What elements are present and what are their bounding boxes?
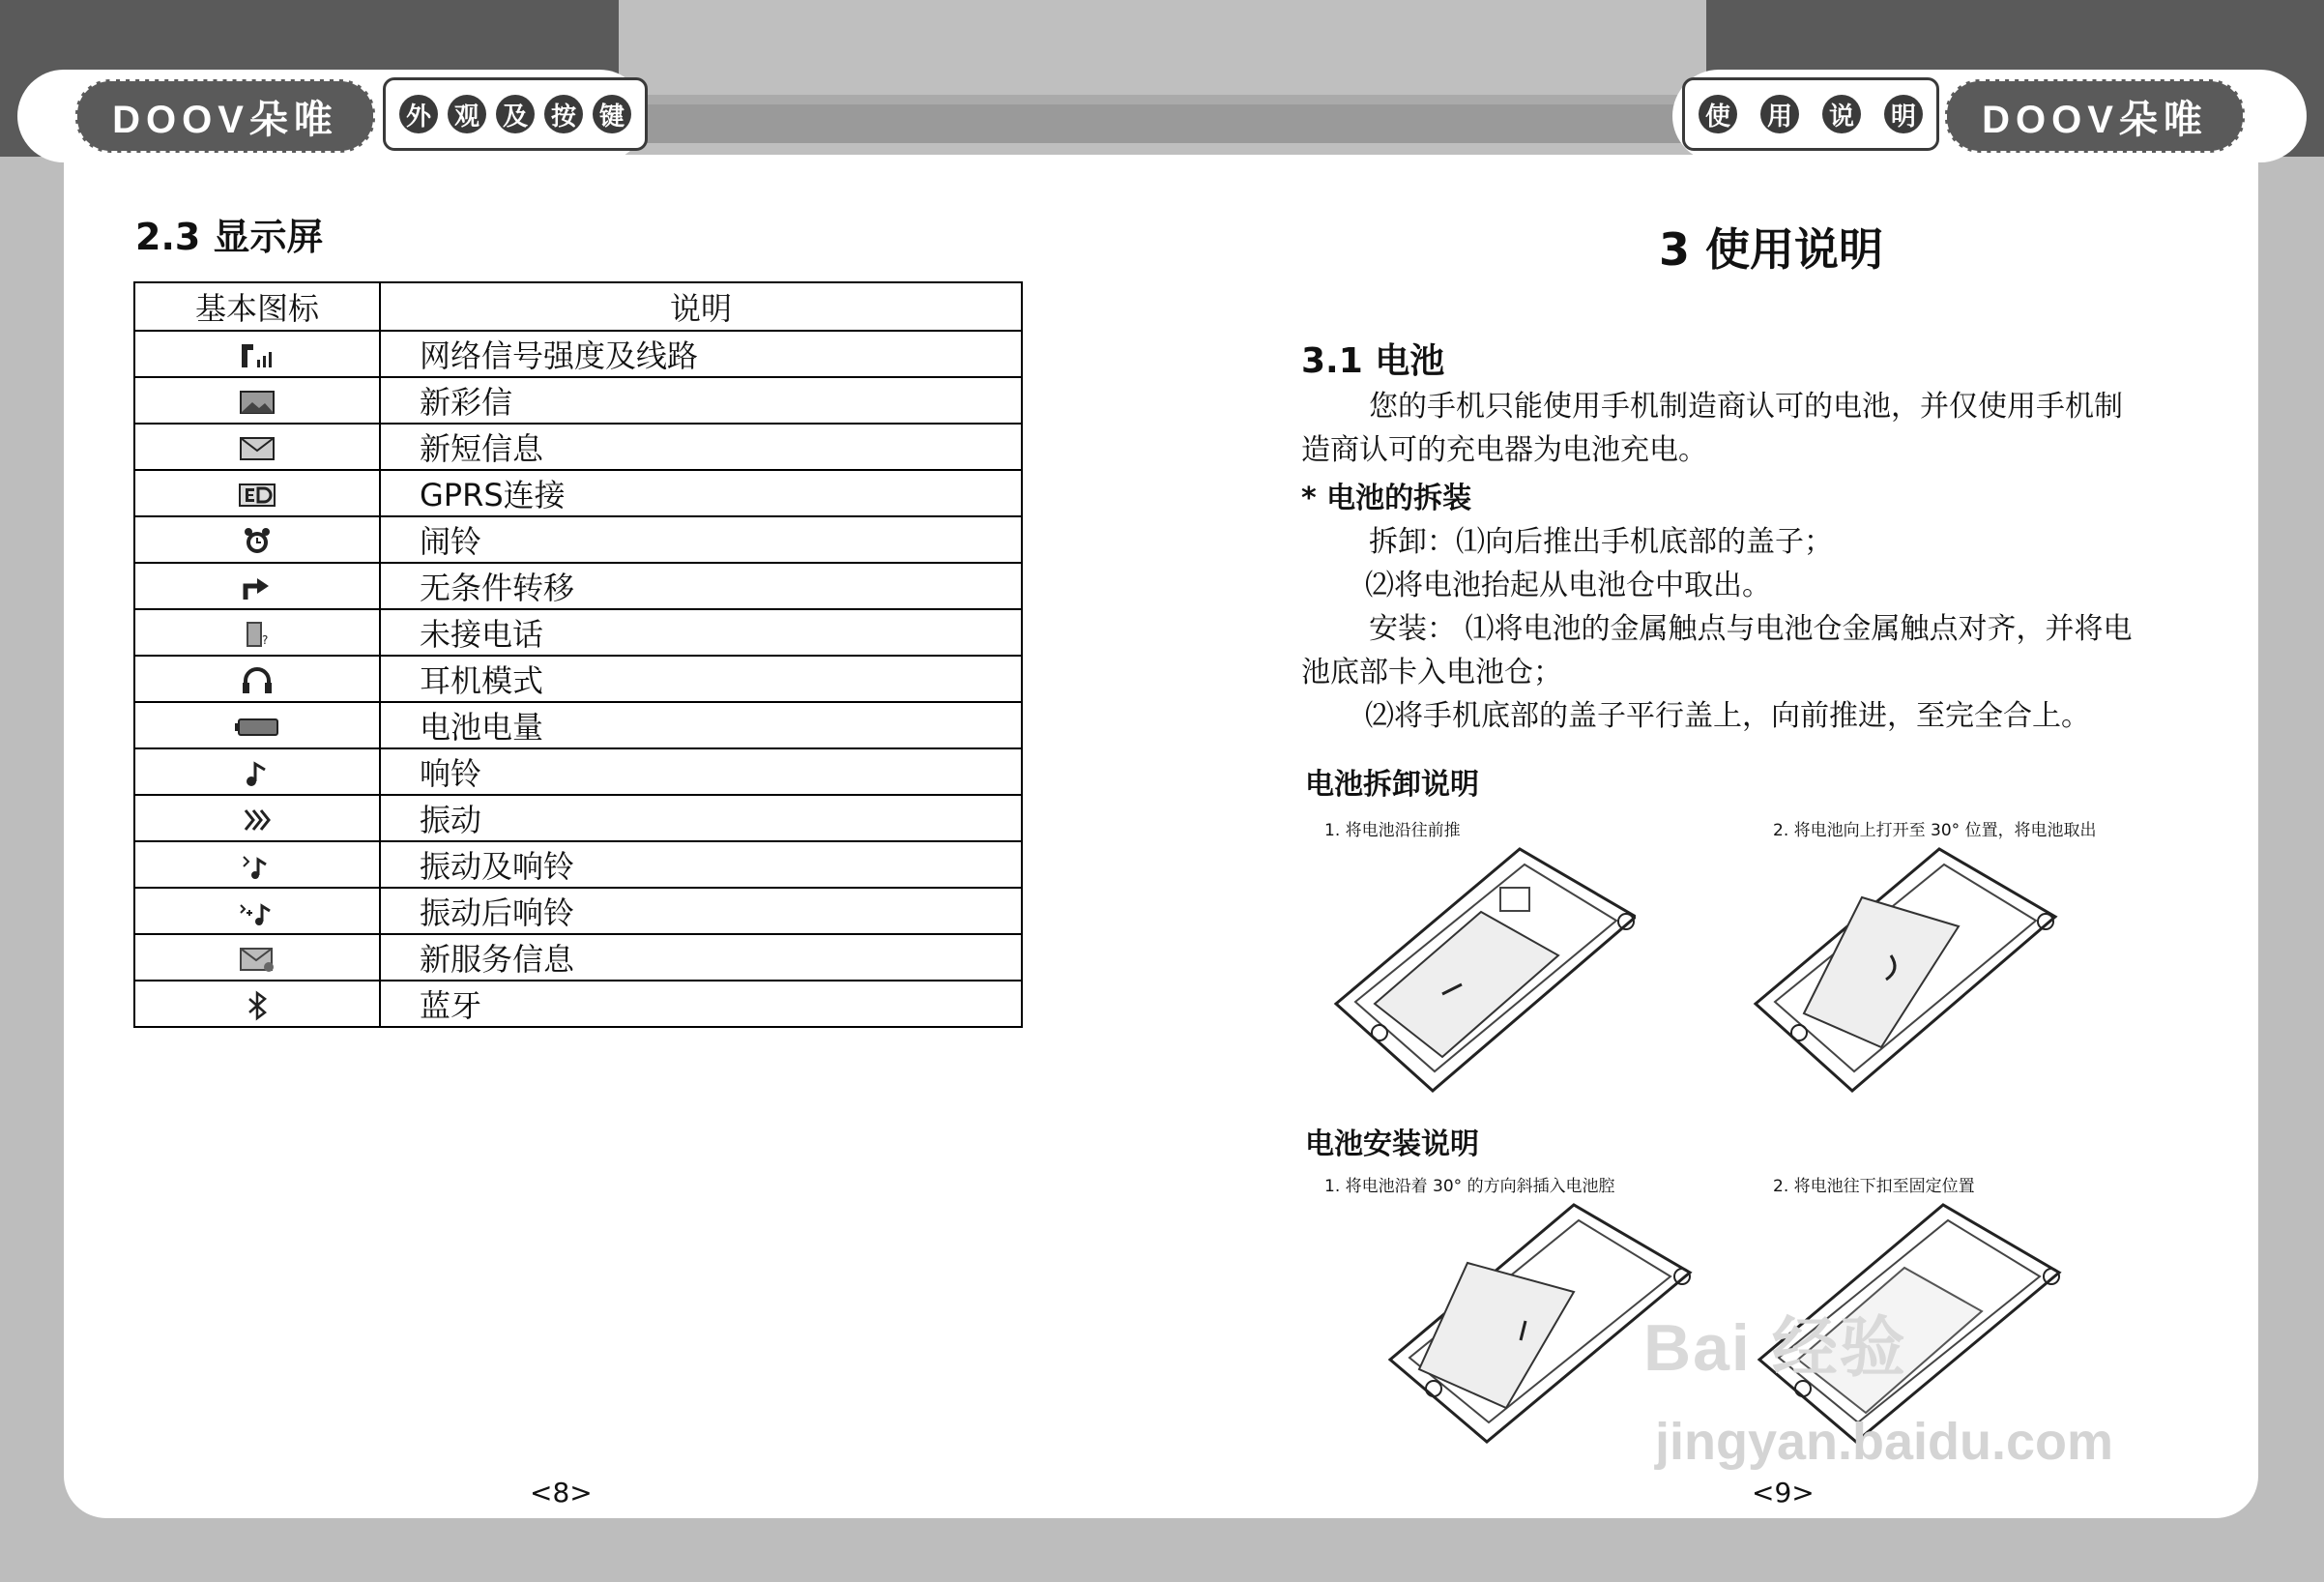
tab-char: 使: [1699, 95, 1737, 133]
tab-char: 键: [593, 95, 631, 133]
row-text: 新彩信: [380, 377, 1022, 424]
table-row: [134, 795, 1022, 841]
row-text: 响铃: [380, 748, 1022, 795]
figure-caption: 1. 将电池沿着 30° 的方向斜插入电池腔: [1324, 1177, 1615, 1196]
page-number-right: <9>: [1752, 1477, 1815, 1509]
chapter-title: 3 使用说明: [1659, 223, 1884, 276]
row-text: 电池电量: [380, 702, 1022, 748]
table-row: [134, 424, 1022, 470]
tab-char: 用: [1760, 95, 1799, 133]
signal-icon: [238, 340, 276, 371]
tab-char: 及: [496, 95, 535, 133]
tab-char: 按: [544, 95, 583, 133]
tab-char: 外: [399, 95, 438, 133]
header-band-middle: [619, 0, 1706, 157]
brand-logo-left: DOOV朵唯: [75, 79, 375, 153]
figure-caption: 2. 将电池往下扣至固定位置: [1773, 1177, 1975, 1196]
bluetooth-icon: [238, 990, 276, 1021]
row-text: 网络信号强度及线路: [380, 331, 1022, 377]
battery-remove-illustration-1: [1326, 839, 1636, 1100]
table-row: [134, 563, 1022, 609]
table-row: [134, 702, 1022, 748]
section-tabs-left: [383, 77, 648, 151]
status-icon-table: [133, 281, 1023, 1028]
service-msg-icon: [238, 944, 276, 975]
missed-call-icon: [238, 619, 276, 650]
watermark-url: jingyan.baidu.com: [1655, 1413, 2114, 1471]
table-row: [134, 888, 1022, 934]
section-tabs-right: [1682, 77, 1939, 151]
battery-icon: [232, 712, 282, 743]
paragraph-line: 拆卸：⑴向后推出手机底部的盖子；: [1369, 525, 1833, 559]
install-heading: 电池安装说明: [1305, 1128, 1479, 1161]
paragraph-line: 安装： ⑴将电池的金属触点与电池仓金属触点对齐，并将电: [1369, 612, 2133, 646]
figure-caption: 2. 将电池向上打开至 30° 位置，将电池取出: [1773, 821, 2097, 840]
row-text: 闹铃: [380, 516, 1022, 563]
ring-icon: [238, 758, 276, 789]
row-text: 新服务信息: [380, 934, 1022, 981]
vibrate-ring-icon: [238, 851, 276, 882]
gprs-icon: [238, 480, 276, 511]
section-heading: 3.1 电池: [1301, 341, 1445, 381]
row-text: 未接电话: [380, 609, 1022, 656]
paragraph-line: ⑵将电池抬起从电池仓中取出。: [1365, 569, 1771, 602]
forward-icon: [238, 572, 276, 603]
sub-heading: * 电池的拆装: [1301, 482, 1472, 515]
tab-char: 明: [1884, 95, 1923, 133]
vibrate-icon: [238, 805, 276, 835]
page-number-left: <8>: [530, 1477, 593, 1509]
table-row: [134, 748, 1022, 795]
row-text: 振动后响铃: [380, 888, 1022, 934]
vibrate-then-ring-icon: [238, 897, 276, 928]
row-text: 振动及响铃: [380, 841, 1022, 888]
paragraph-line: ⑵将手机底部的盖子平行盖上，向前推进，至完全合上。: [1365, 699, 2090, 733]
tab-char: 观: [448, 95, 486, 133]
table-row: [134, 516, 1022, 563]
row-text: 新短信息: [380, 424, 1022, 470]
row-text: 耳机模式: [380, 656, 1022, 702]
column-header: 说明: [380, 282, 1022, 331]
paragraph-line: 造商认可的充电器为电池充电。: [1301, 433, 1707, 467]
row-text: GPRS连接: [380, 470, 1022, 516]
paragraph-line: 池底部卡入电池仓；: [1301, 656, 1562, 689]
svg-text:?: ?: [262, 633, 269, 647]
battery-remove-illustration-2: [1746, 839, 2065, 1100]
row-text: 振动: [380, 795, 1022, 841]
table-row: [134, 934, 1022, 981]
tab-char: 说: [1822, 95, 1861, 133]
table-row: [134, 331, 1022, 377]
mms-icon: [238, 387, 276, 418]
alarm-icon: [238, 526, 276, 557]
headset-icon: [238, 665, 276, 696]
row-text: 蓝牙: [380, 981, 1022, 1027]
table-row: [134, 656, 1022, 702]
paragraph-line: 您的手机只能使用手机制造商认可的电池，并仅使用手机制: [1369, 390, 2123, 424]
table-row: [134, 841, 1022, 888]
section-heading: 2.3 显示屏: [135, 216, 324, 258]
table-row: [134, 377, 1022, 424]
table-row: [134, 609, 1022, 656]
sms-icon: [238, 433, 276, 464]
column-header: 基本图标: [134, 282, 380, 331]
table-row: [134, 470, 1022, 516]
figure-caption: 1. 将电池沿往前推: [1324, 821, 1461, 840]
watermark-logo: Bai 经验: [1643, 1311, 1907, 1385]
table-header-row: [134, 282, 1022, 331]
remove-heading: 电池拆卸说明: [1305, 768, 1479, 802]
table-row: [134, 981, 1022, 1027]
row-text: 无条件转移: [380, 563, 1022, 609]
brand-logo-right: DOOV朵唯: [1945, 79, 2245, 153]
